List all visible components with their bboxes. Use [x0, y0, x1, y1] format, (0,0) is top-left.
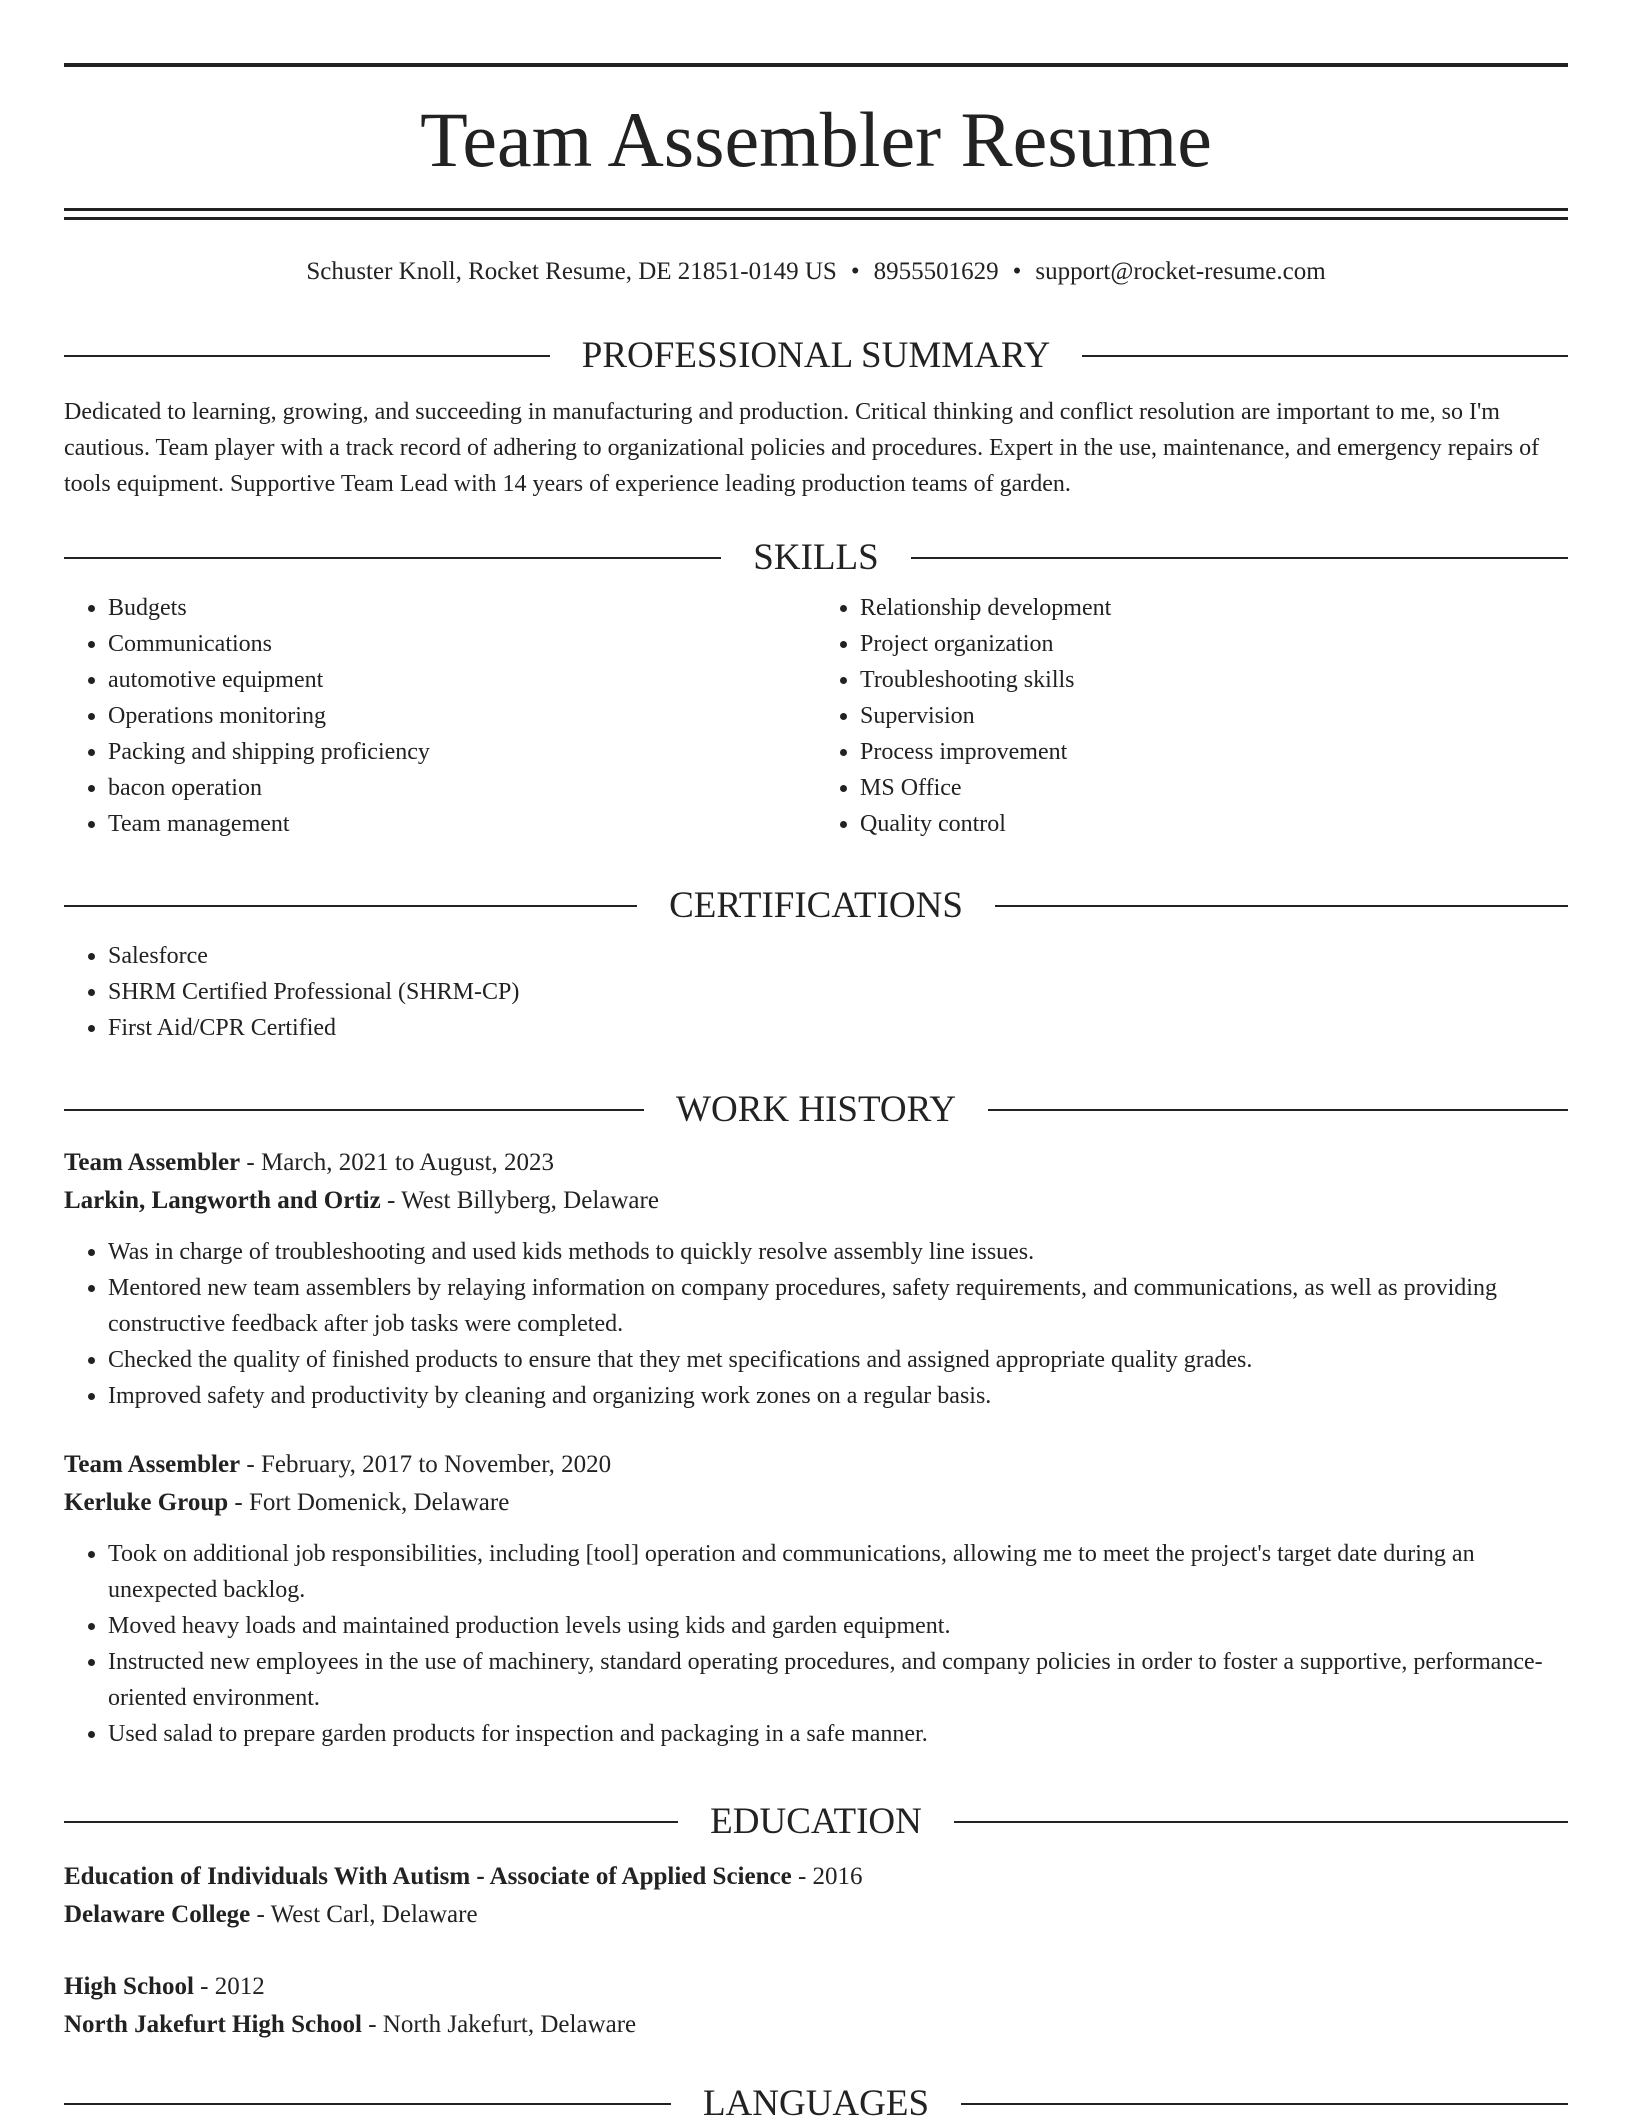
list-item: • bacon operation: [108, 770, 816, 806]
list-item: • Used salad to prepare garden products for inspection and packaging in a safe manner.: [108, 1716, 1568, 1752]
title-double-rule: [64, 208, 1568, 220]
section-heading-text: EDUCATION: [710, 1801, 922, 1842]
resume-title: Team Assembler Resume: [420, 96, 1212, 183]
certifications-list: [64, 938, 1568, 1046]
job-bullets: [64, 1536, 1568, 1752]
list-item: • Communications: [108, 626, 816, 662]
contact-separator: •: [850, 258, 860, 285]
section-heading-text: LANGUAGES: [702, 2083, 930, 2124]
education-entry: [64, 1968, 1568, 2044]
education-school: North Jakefurt High School: [64, 2011, 362, 2038]
section-heading: [64, 534, 1568, 582]
job-dates: - March, 2021 to August, 2023: [240, 1149, 555, 1176]
list-item: • Improved safety and productivity by cleaning and organizing work zones on a regular basis.: [108, 1378, 1568, 1414]
education-location: - West Carl, Delaware: [250, 1901, 478, 1928]
contact-line: [64, 254, 1568, 290]
list-item: • Team management: [108, 806, 816, 842]
list-item: • SHRM Certified Professional (SHRM-CP): [108, 974, 1568, 1010]
job-bullets: [64, 1234, 1568, 1414]
list-item: • Was in charge of troubleshooting and used kids methods to quickly resolve assembly line issues.: [108, 1234, 1568, 1270]
education-degree-line: [64, 1858, 1568, 1896]
education-year: - 2012: [193, 1973, 265, 2000]
job-title-line: [64, 1446, 1568, 1484]
education-year: - 2016: [791, 1863, 863, 1890]
section-heading: [64, 882, 1568, 930]
job-entry: [64, 1144, 1568, 1414]
education-degree-line: [64, 1968, 1568, 2006]
list-item: • Took on additional job responsibilities, including [tool] operation and communications, allowing me to meet the project's target date during an unexpected backlog.: [108, 1536, 1568, 1608]
list-item: • Troubleshooting skills: [860, 662, 1568, 698]
list-item: • Relationship development: [860, 590, 1568, 626]
job-location: - West Billyberg, Delaware: [380, 1187, 659, 1214]
work-history-section: [64, 1086, 1568, 1752]
list-item: • Instructed new employees in the use of machinery, standard operating procedures, and company policies in order to foster a supportive, performance-oriented environment.: [108, 1644, 1568, 1716]
section-heading-text: PROFESSIONAL SUMMARY: [581, 335, 1051, 376]
section-heading-text: CERTIFICATIONS: [669, 885, 963, 926]
section-heading-text: SKILLS: [753, 537, 879, 578]
skills-columns: [64, 590, 1568, 842]
education-school-line: [64, 2006, 1568, 2044]
section-heading: [64, 332, 1568, 380]
list-item: • Mentored new team assemblers by relaying information on company procedures, safety requirements, and communications, as well as providing constructive feedback after job tasks were completed.: [108, 1270, 1568, 1342]
list-item: • Supervision: [860, 698, 1568, 734]
skills-section: [64, 534, 1568, 842]
job-title-line: [64, 1144, 1568, 1182]
section-heading: [64, 1086, 1568, 1134]
section-heading: [64, 2080, 1568, 2128]
list-item: • MS Office: [860, 770, 1568, 806]
summary-text: Dedicated to learning, growing, and succeeding in manufacturing and production. Critical thinking and conflict resolution are important to me, so I'm cautious. Team player with a track record of adhering to organizational policies and procedures. Expert in the use, maintenance, and emergency repairs of tools equipment. Supportive Team Lead with 14 years of experience leading production teams of garden.: [64, 399, 1540, 497]
list-item: • Checked the quality of finished products to ensure that they met specifications and assigned appropriate quality grades.: [108, 1342, 1568, 1378]
list-item: • First Aid/CPR Certified: [108, 1010, 1568, 1046]
list-item: • automotive equipment: [108, 662, 816, 698]
certifications-section: [64, 882, 1568, 1046]
contact-address: Schuster Knoll, Rocket Resume, DE 21851-0149 US: [306, 258, 837, 285]
job-title: Team Assembler: [64, 1451, 241, 1478]
job-company: Kerluke Group: [64, 1489, 229, 1516]
summary-section: [64, 332, 1568, 502]
job-entry: [64, 1446, 1568, 1752]
contact-email: support@rocket-resume.com: [1035, 258, 1326, 285]
list-item: • Quality control: [860, 806, 1568, 842]
education-degree: High School: [64, 1973, 194, 2000]
education-section: [64, 1798, 1568, 2044]
job-location: - Fort Domenick, Delaware: [228, 1489, 510, 1516]
languages-section: [64, 2080, 1568, 2128]
list-item: • Budgets: [108, 590, 816, 626]
skills-list-right: [816, 590, 1568, 842]
list-item: • Project organization: [860, 626, 1568, 662]
education-school-line: [64, 1896, 1568, 1934]
contact-separator: •: [1012, 258, 1022, 285]
job-title: Team Assembler: [64, 1149, 241, 1176]
list-item: • Salesforce: [108, 938, 1568, 974]
education-location: - North Jakefurt, Delaware: [361, 2011, 637, 2038]
list-item: • Operations monitoring: [108, 698, 816, 734]
job-company-line: [64, 1484, 1568, 1522]
list-item: • Moved heavy loads and maintained production levels using kids and garden equipment.: [108, 1608, 1568, 1644]
contact-phone: 8955501629: [873, 258, 999, 285]
top-rule: [64, 63, 1568, 67]
job-company-line: [64, 1182, 1568, 1220]
job-dates: - February, 2017 to November, 2020: [240, 1451, 612, 1478]
education-degree: Education of Individuals With Autism - Associate of Applied Science: [64, 1863, 792, 1890]
education-school: Delaware College: [64, 1901, 251, 1928]
education-entry: [64, 1858, 1568, 1934]
job-company: Larkin, Langworth and Ortiz: [64, 1187, 381, 1214]
skills-list-left: [64, 590, 816, 842]
list-item: • Packing and shipping proficiency: [108, 734, 816, 770]
section-heading-text: WORK HISTORY: [676, 1089, 956, 1130]
section-heading: [64, 1798, 1568, 1846]
list-item: • Process improvement: [860, 734, 1568, 770]
